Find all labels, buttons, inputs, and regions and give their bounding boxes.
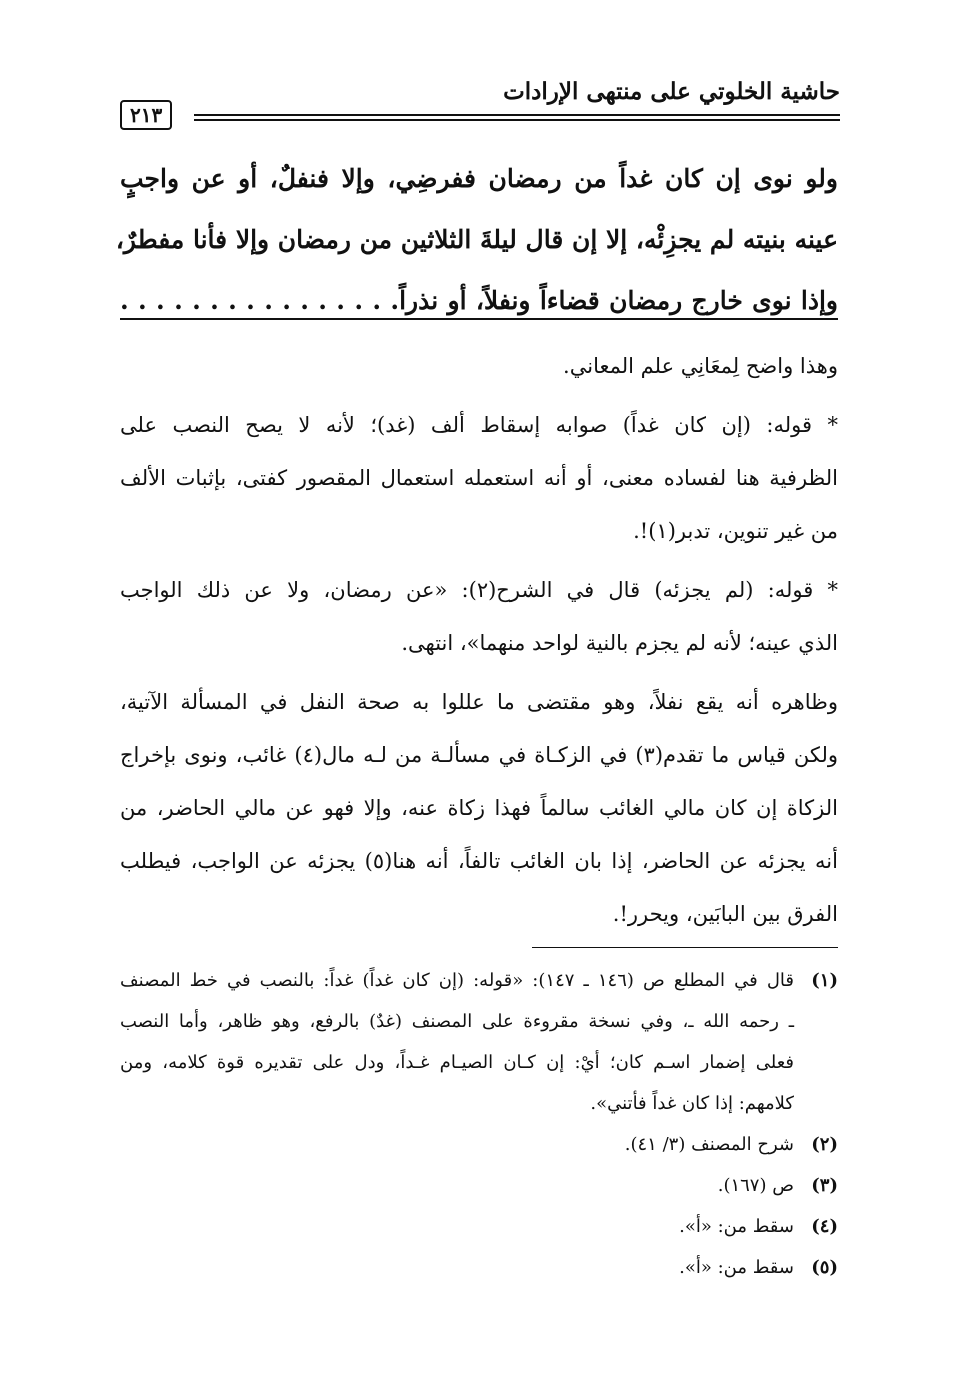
- commentary-line: الظرفية هنا لفساده معنى، أو أنه استعمله استعمال المقصور كفتى، بإثبات الألف: [120, 466, 838, 490]
- main-text-divider: [120, 318, 838, 320]
- footnote-text: [120, 1247, 794, 1288]
- footnote-text: [120, 1165, 794, 1206]
- footnote-text: [120, 1124, 794, 1165]
- commentary-paragraph: [120, 676, 838, 941]
- footnote-number: (٣): [811, 1175, 838, 1196]
- commentary-line: الذي عينه؛ لأنه لم يجزم بالنية لواحد منهما»، انتهى.: [401, 631, 838, 655]
- running-header: [120, 78, 840, 130]
- footnote-line: قال في المطلع ص (١٤٦ ـ ١٤٧): «قوله: (إن كان غداً) غداً: بالنصب في خط المصنف: [120, 970, 794, 991]
- commentary-line: من غير تنوين، تدبر(١)!.: [633, 519, 838, 543]
- footnote-number: (٥): [811, 1257, 838, 1278]
- commentary-paragraph: [120, 564, 838, 670]
- commentary-line: الزكاة إن كان مالي الغائب سالماً فهذا زكاة عنه، وإلا فهو عن مالي الحاضر، من: [120, 796, 838, 820]
- footnote-line: سقط من: «أ».: [679, 1257, 794, 1278]
- footnotes: [120, 960, 838, 1288]
- footnote: [120, 1247, 838, 1288]
- commentary-line: وهذا واضح لِمعَانِي علم المعاني.: [563, 354, 838, 378]
- main-text-line: ولو نوى إن كان غداً من رمضان ففرضِي، وإلا فنفلٌ، أو عن واجبٍ: [120, 164, 838, 193]
- commentary-line: الفرق بين البابَين، ويحرر!.: [612, 902, 838, 926]
- footnote-text: [120, 1206, 794, 1247]
- footnote-text: [120, 960, 794, 1124]
- commentary-paragraph: [120, 340, 838, 393]
- footnote-line: شرح المصنف (٣/ ٤١).: [624, 1134, 794, 1155]
- footnote: [120, 1206, 838, 1247]
- footnote-line: ص (١٦٧).: [717, 1175, 794, 1196]
- footnote-line: ـ رحمه الله ـ، وفي نسخة مقروءة على المصنف (غدٌ) بالرفع، وهو ظاهر، وأما النصب: [120, 1011, 794, 1032]
- commentary-line: أنه يجزئه عن الحاضر، إذا بان الغائب تالفاً، أنه هنا(٥) يجزئه عن الواجب، فيطلب: [120, 849, 838, 873]
- footnote-line: سقط من: «أ».: [679, 1216, 794, 1237]
- footnote-number: (٢): [811, 1134, 838, 1155]
- commentary-paragraph: [120, 399, 838, 558]
- commentary-line: * قوله: (لم يجزئه) قال في الشرح(٢): «عن رمضان، ولا عن ذلك الواجب: [120, 578, 839, 602]
- footnote: [120, 1165, 838, 1206]
- footnote-line: فعلى إضمار اسـم كان؛ أيْ: إن كـان الصيـام غـداً، ودل على تقديره قوة كلامه، ومن: [120, 1052, 794, 1073]
- commentary: [120, 340, 838, 941]
- main-text: [115, 148, 838, 331]
- commentary-line: وظاهره أنه يقع نفلاً، وهو مقتضى ما عللوا به صحة النفل في المسألة الآتية،: [120, 690, 838, 714]
- page-number: ٢١٣: [120, 100, 172, 130]
- commentary-line: * قوله: (إن كان غداً) صوابه إسقاط ألف (غد)؛ لأنه لا يصح النصب على: [120, 413, 838, 437]
- footnote-line: كلامهم: إذا كان غداً فأتني».: [590, 1093, 794, 1114]
- footnote-number: (١): [811, 970, 838, 991]
- commentary-line: ولكن قياس ما تقدم(٣) في الزكـاة في مسألـة من لـه مال(٤) غائب، ونوى بإخراج: [120, 743, 838, 767]
- footnote-number: (٤): [811, 1216, 838, 1237]
- header-rule: [194, 114, 840, 124]
- main-text-line: وإذا نوى خارج رمضان قضاءاً ونفلاً، أو نذراً. . . . . . . . . . . . . . . .: [120, 286, 838, 315]
- footnote: [120, 1124, 838, 1165]
- footnote: [120, 960, 838, 1124]
- footnote-divider: [532, 947, 838, 948]
- book-title: حاشية الخلوتي على منتهى الإرادات: [503, 78, 840, 105]
- main-text-line: عينه بنيته لم يجزِئْه، إلا إن قال ليلةَ الثلاثين من رمضان وإلا فأنا مفطرٌ،: [115, 225, 838, 254]
